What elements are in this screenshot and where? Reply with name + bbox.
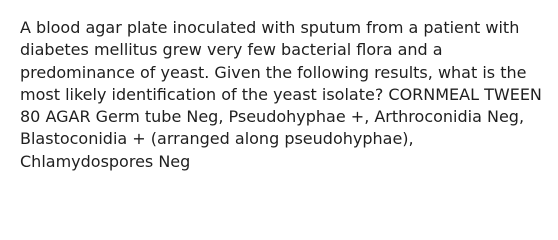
question-text [20, 17, 550, 173]
question-line: A blood agar plate inoculated with sputum from a patient with [20, 18, 520, 37]
question-line: predominance of yeast. Given the following results, what is the [20, 62, 527, 82]
question-line: Blastoconidia + (arranged along pseudohyphae), [20, 129, 414, 149]
question-line: most likely identification of the yeast isolate? CORNMEAL TWEEN [20, 84, 542, 104]
question-line: diabetes mellitus grew very few bacterial flora and a [20, 40, 443, 60]
question-line: 80 AGAR Germ tube Neg, Pseudohyphae +, Arthroconidia Neg, [20, 107, 525, 127]
question-line: Chlamydospores Neg [20, 151, 191, 171]
